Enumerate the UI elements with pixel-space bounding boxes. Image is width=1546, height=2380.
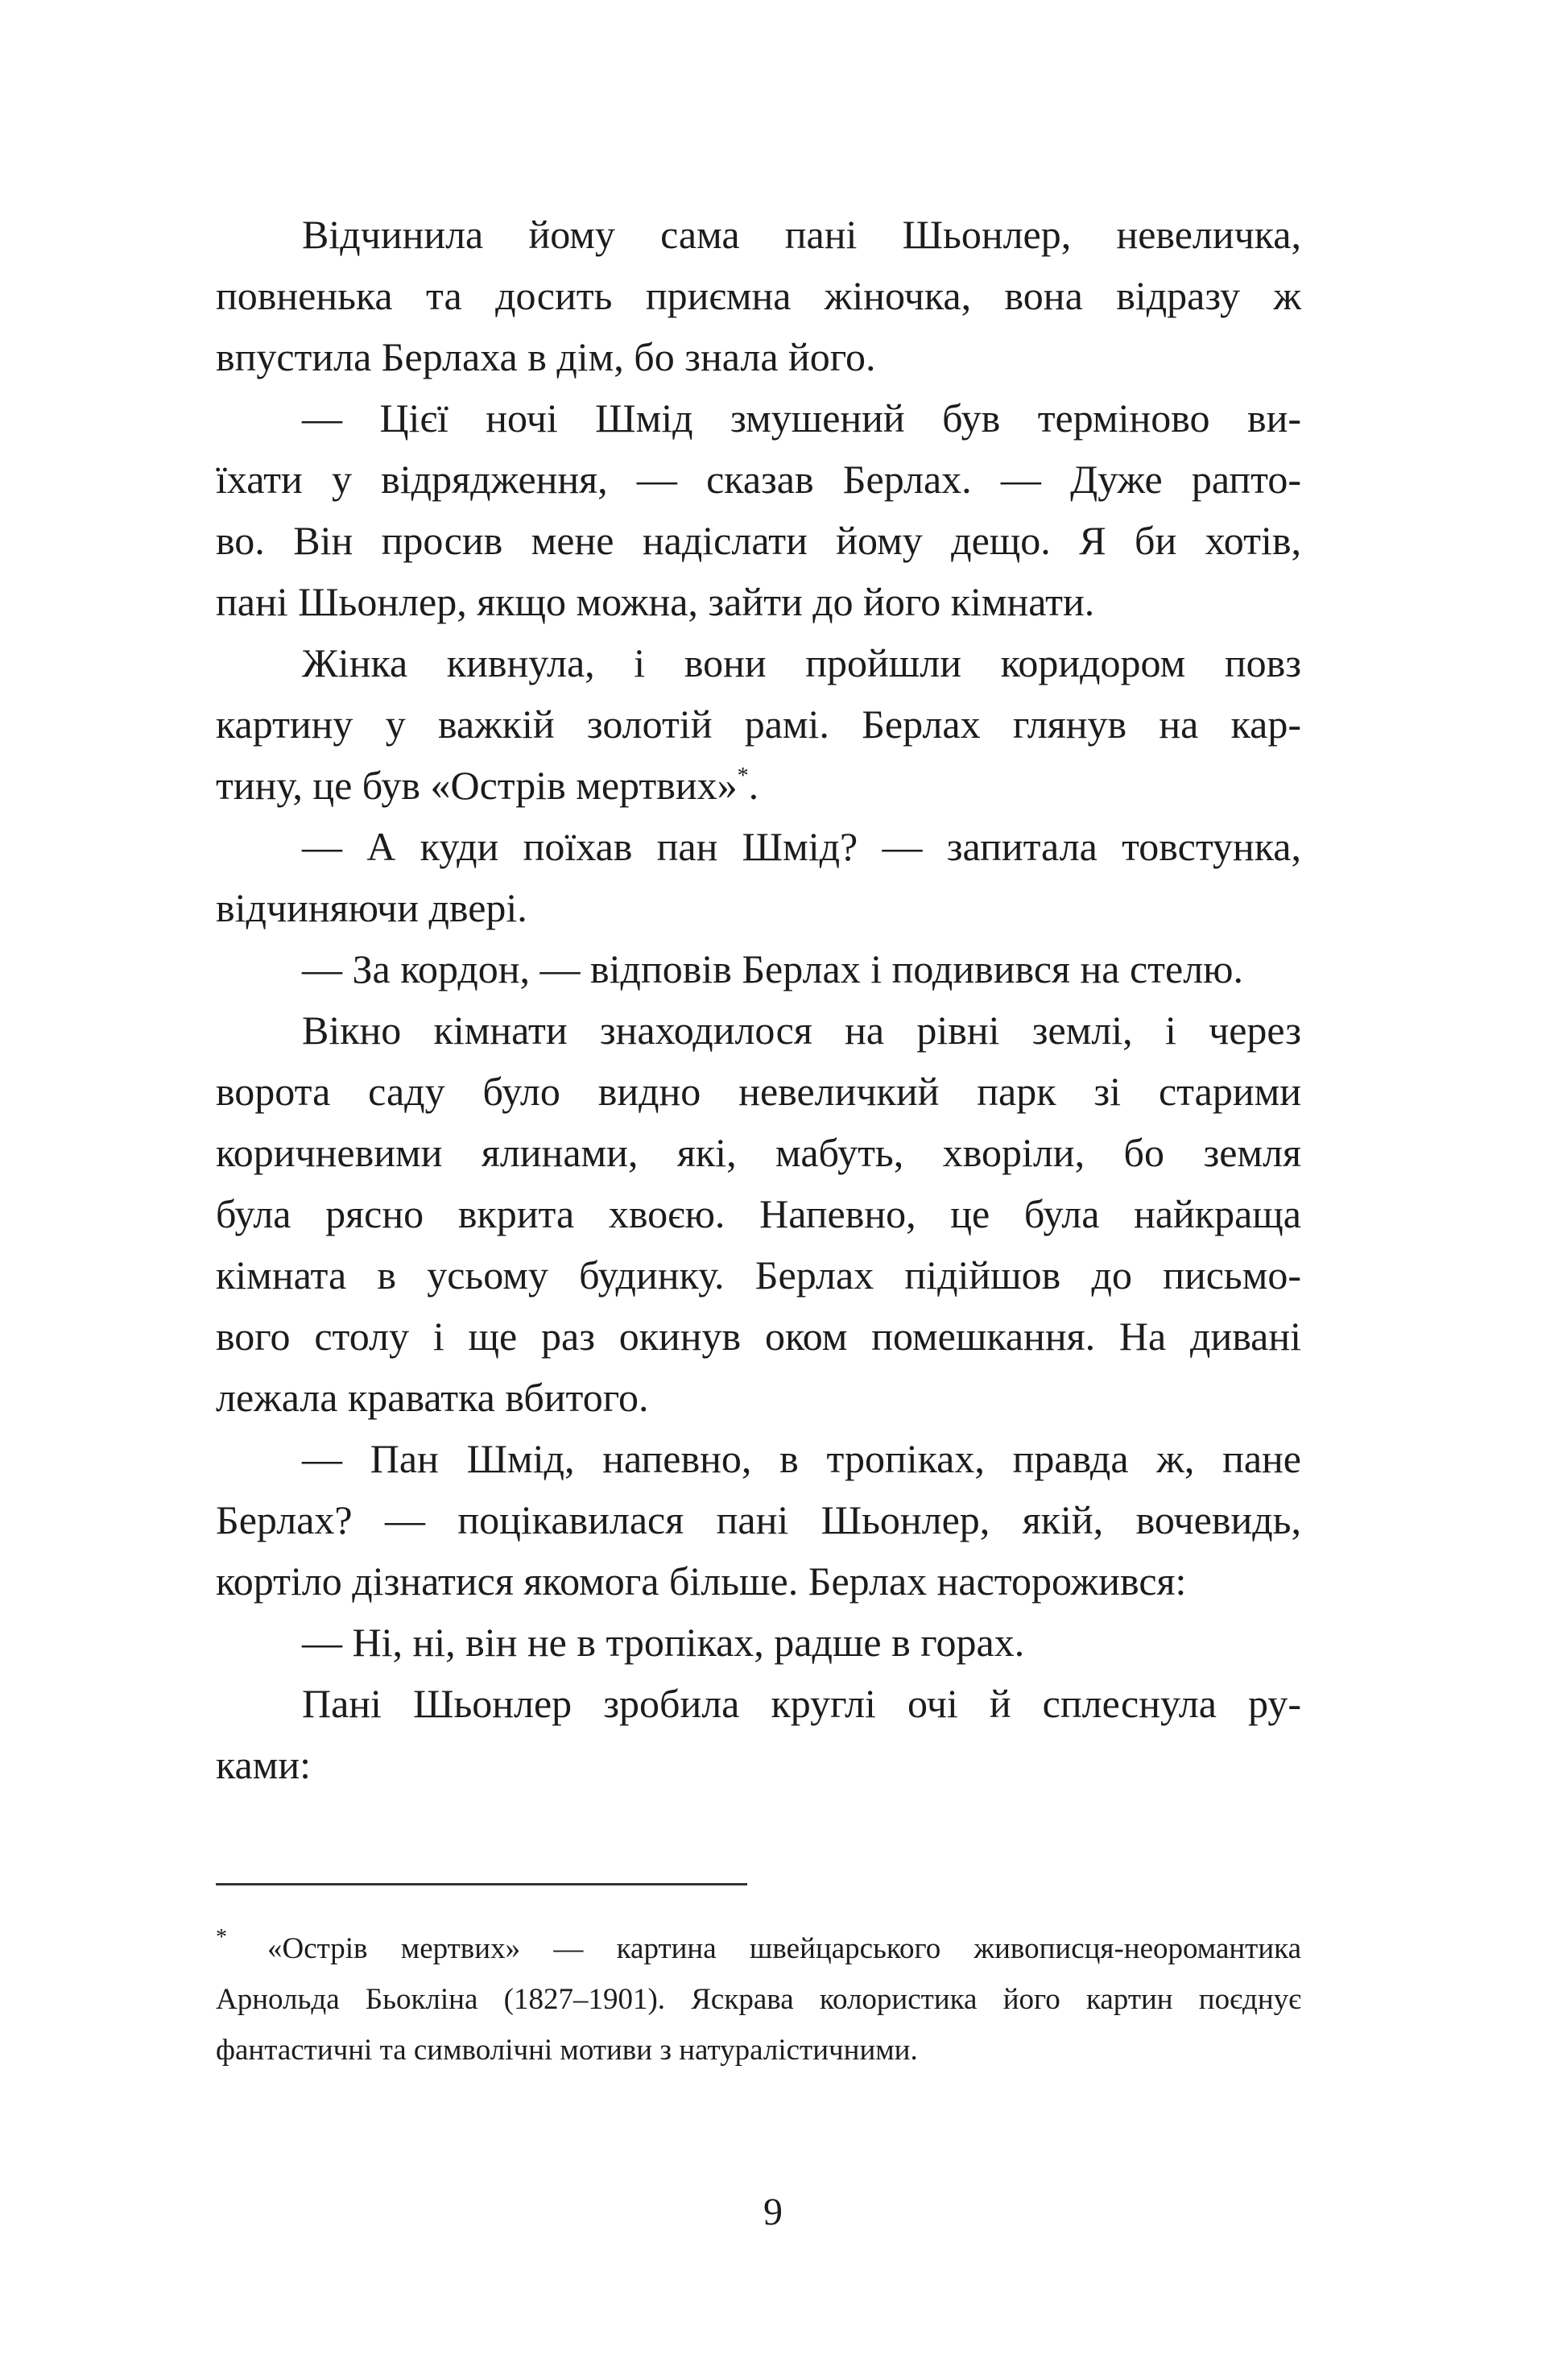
text-line-content: тину, це був «Острів мертвих» bbox=[216, 763, 738, 808]
footnote-reference[interactable]: * bbox=[737, 764, 749, 789]
text-line bbox=[216, 387, 1301, 449]
text-line bbox=[216, 1673, 1301, 1734]
page-number: 9 bbox=[763, 2191, 783, 2233]
text-line-content: вого столу і ще раз окинув оком помешкання. На дивані bbox=[216, 1314, 1301, 1359]
body-text bbox=[216, 204, 1301, 1795]
text-line-content: була рясно вкрита хвоєю. Напевно, це була найкраща bbox=[216, 1191, 1301, 1236]
text-line-content: Жінка кивнула, і вони пройшли коридором повз bbox=[302, 640, 1301, 685]
text-line bbox=[216, 1367, 1301, 1428]
footnote-line bbox=[216, 1923, 1301, 1974]
text-line bbox=[216, 1612, 1301, 1673]
text-line bbox=[216, 1000, 1301, 1061]
text-line-content: лежала краватка вбитого. bbox=[216, 1375, 649, 1420]
text-line bbox=[216, 1550, 1301, 1612]
footnote-marker: * bbox=[216, 1925, 227, 1950]
text-line-content: ками: bbox=[216, 1742, 312, 1787]
text-line bbox=[216, 1306, 1301, 1367]
text-line bbox=[216, 755, 1301, 816]
text-line-content: — А куди поїхав пан Шмід? — запитала товстунка, bbox=[302, 824, 1301, 869]
text-line-content: картину у важкій золотій рамі. Берлах глянув на кар- bbox=[216, 702, 1301, 747]
footnote-line: Арнольда Бьокліна (1827–1901). Яскрава колористика його картин поєднує bbox=[216, 1983, 1301, 2016]
text-line-content: ворота саду було видно невеличкий парк зі старими bbox=[216, 1069, 1301, 1114]
footnote-line: фантастичні та символічні мотиви з натуралістичними. bbox=[216, 2034, 918, 2067]
text-line bbox=[216, 449, 1301, 510]
text-line-content: Берлах? — поцікавилася пані Шьонлер, якій, вочевидь, bbox=[216, 1497, 1301, 1542]
text-line-content: кімната в усьому будинку. Берлах підійшов до письмо- bbox=[216, 1252, 1301, 1298]
text-line-content: коричневими ялинами, які, мабуть, хворіли, бо земля bbox=[216, 1130, 1301, 1175]
text-line-content: — Цієї ночі Шмід змушений був терміново ви- bbox=[302, 395, 1301, 441]
text-line bbox=[216, 571, 1301, 632]
text-line bbox=[216, 265, 1301, 326]
footnote-separator bbox=[216, 1883, 747, 1885]
text-line bbox=[216, 693, 1301, 755]
text-line-content: — Пан Шмід, напевно, в тропіках, правда ж, пане bbox=[302, 1436, 1301, 1481]
text-line bbox=[216, 877, 1301, 938]
text-line-content: відчиняючи двері. bbox=[216, 885, 527, 930]
text-line-content: Пані Шьонлер зробила круглі очі й сплеснула ру- bbox=[302, 1681, 1301, 1726]
footnote-text: «Острів мертвих» — картина швейцарського живописця-неоромантика bbox=[267, 1932, 1301, 1965]
text-line bbox=[216, 1183, 1301, 1244]
text-line-content: Відчинила йому сама пані Шьонлер, невеличка, bbox=[302, 212, 1301, 257]
text-line bbox=[216, 1428, 1301, 1489]
text-line-content: — Ні, ні, він не в тропіках, радше в горах. bbox=[302, 1620, 1025, 1665]
text-line bbox=[216, 204, 1301, 265]
text-line bbox=[216, 1489, 1301, 1550]
text-line bbox=[216, 326, 1301, 387]
text-line-content: во. Він просив мене надіслати йому дещо. Я би хотів, bbox=[216, 518, 1301, 563]
text-line bbox=[216, 1734, 1301, 1795]
text-line-content: повненька та досить приємна жіночка, вона відразу ж bbox=[216, 273, 1301, 318]
text-line-tail: . bbox=[748, 763, 759, 808]
text-line bbox=[216, 510, 1301, 571]
text-line bbox=[216, 1122, 1301, 1183]
text-line bbox=[216, 1061, 1301, 1122]
text-line bbox=[216, 1244, 1301, 1306]
text-line-content: впустила Берлаха в дім, бо знала його. bbox=[216, 334, 876, 379]
text-line-content: їхати у відрядження, — сказав Берлах. — Дуже рапто- bbox=[216, 457, 1301, 502]
text-line-content: — За кордон, — відповів Берлах і подивився на стелю. bbox=[302, 946, 1243, 991]
text-line-content: пані Шьонлер, якщо можна, зайти до його кімнати. bbox=[216, 579, 1095, 624]
text-line-content: Вікно кімнати знаходилося на рівні землі, і через bbox=[302, 1008, 1301, 1053]
text-line bbox=[216, 816, 1301, 877]
footnote bbox=[216, 1923, 1301, 2076]
text-line bbox=[216, 938, 1301, 1000]
text-line-content: кортіло дізнатися якомога більше. Берлах насторожився: bbox=[216, 1558, 1187, 1604]
text-line bbox=[216, 632, 1301, 693]
